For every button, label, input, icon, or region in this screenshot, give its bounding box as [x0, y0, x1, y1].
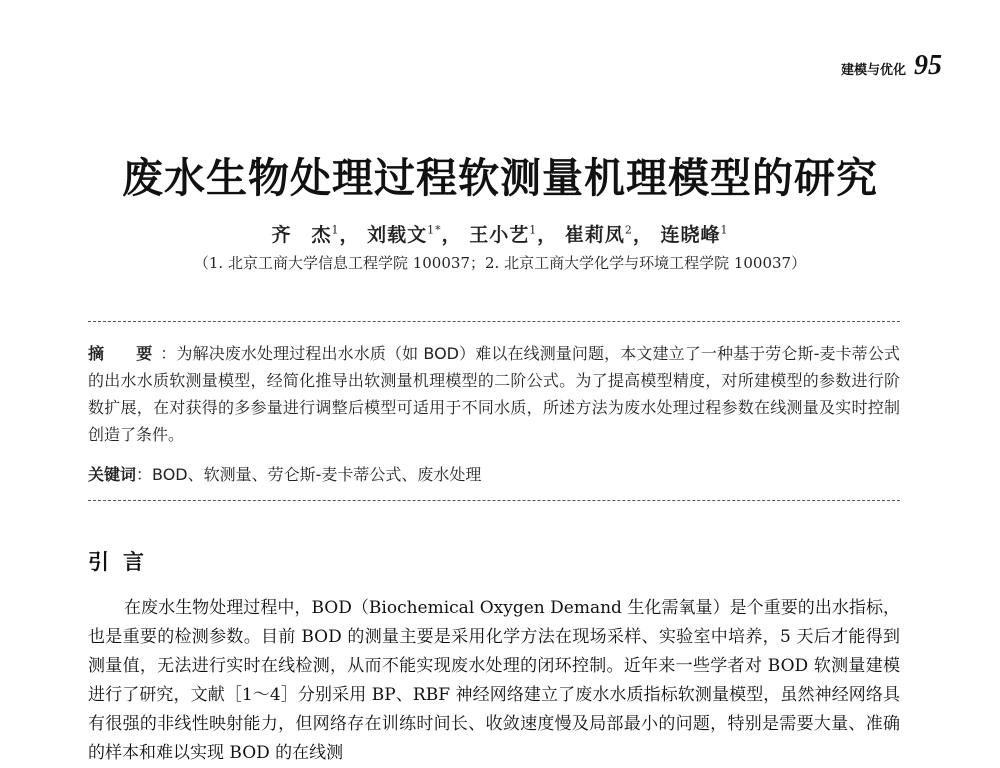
abstract-label: 摘 要	[88, 344, 161, 363]
author-affil-mark: 1	[331, 223, 340, 237]
author-affil-mark: 1*	[427, 223, 442, 237]
intro-paragraph: 在废水生物处理过程中，BOD（Biochemical Oxygen Demand 生化需氧量）是个重要的出水指标，也是重要的检测参数。目前 BOD 的测量主要是采用化学方法在现场采样、实验室中培养，5 天后才能得到测量值，无法进行实时在线检测，从而不能实现废水处理的闭环控制。近年来一些学者对 BOD 软测量建模进行了研究，文献［1～4］分别采用 BP、RBF 神经网络建立了废水水质指标软测量模型，虽然神经网络具有很强的非线性映射能力，但网络存在训练时间长、收敛速度慢及局部最小的问题，特别是需要大量、准确的样本和难以实现 BOD 的在线测	[88, 598, 900, 763]
abstract-text: ：为解决废水处理过程出水水质（如 BOD）难以在线测量问题，本文建立了一种基于劳仑斯-麦卡蒂公式的出水水质软测量模型，经简化推导出软测量机理模型的二阶公式。为了提高模型精度，对所建模型的参数进行阶数扩展，在对获得的多参量进行调整后模型可适用于不同水质，所述方法为废水处理过程参数在线测量及实时控制创造了条件。	[88, 344, 900, 444]
abstract	[88, 340, 900, 448]
affiliations: （1. 北京工商大学信息工程学院 100037；2. 北京工商大学化学与环境工程学院 100037）	[193, 254, 807, 272]
author-affil-mark: 1	[529, 223, 538, 237]
section-heading-intro: 引言	[88, 550, 158, 574]
section-name: 建模与优化	[840, 63, 906, 78]
author-name: 齐 杰	[271, 224, 332, 246]
keywords-text: ：BOD、软测量、劳仑斯-麦卡蒂公式、废水处理	[136, 465, 482, 484]
author-name: 王小艺	[469, 224, 530, 246]
author-name: 刘载文	[367, 224, 428, 246]
author-name: 连晓峰	[660, 224, 721, 246]
keywords-label: 关键词	[88, 465, 137, 484]
page-number: 95	[914, 50, 942, 81]
dashed-divider-bottom	[88, 500, 900, 501]
author-affil-mark: 1	[720, 223, 729, 237]
keywords	[88, 461, 900, 488]
author-list: 齐 杰$^1$， 刘载文$^{1*}$， 王小艺$^1$， 崔莉凤$^2$， 连晓峰$^1$	[271, 223, 729, 246]
author-name: 崔莉凤	[564, 224, 625, 246]
author-affil-mark: 2	[624, 223, 633, 237]
paper-title: 废水生物处理过程软测量机理模型的研究	[122, 154, 878, 202]
running-header	[841, 50, 942, 82]
dashed-divider-top	[88, 321, 900, 322]
